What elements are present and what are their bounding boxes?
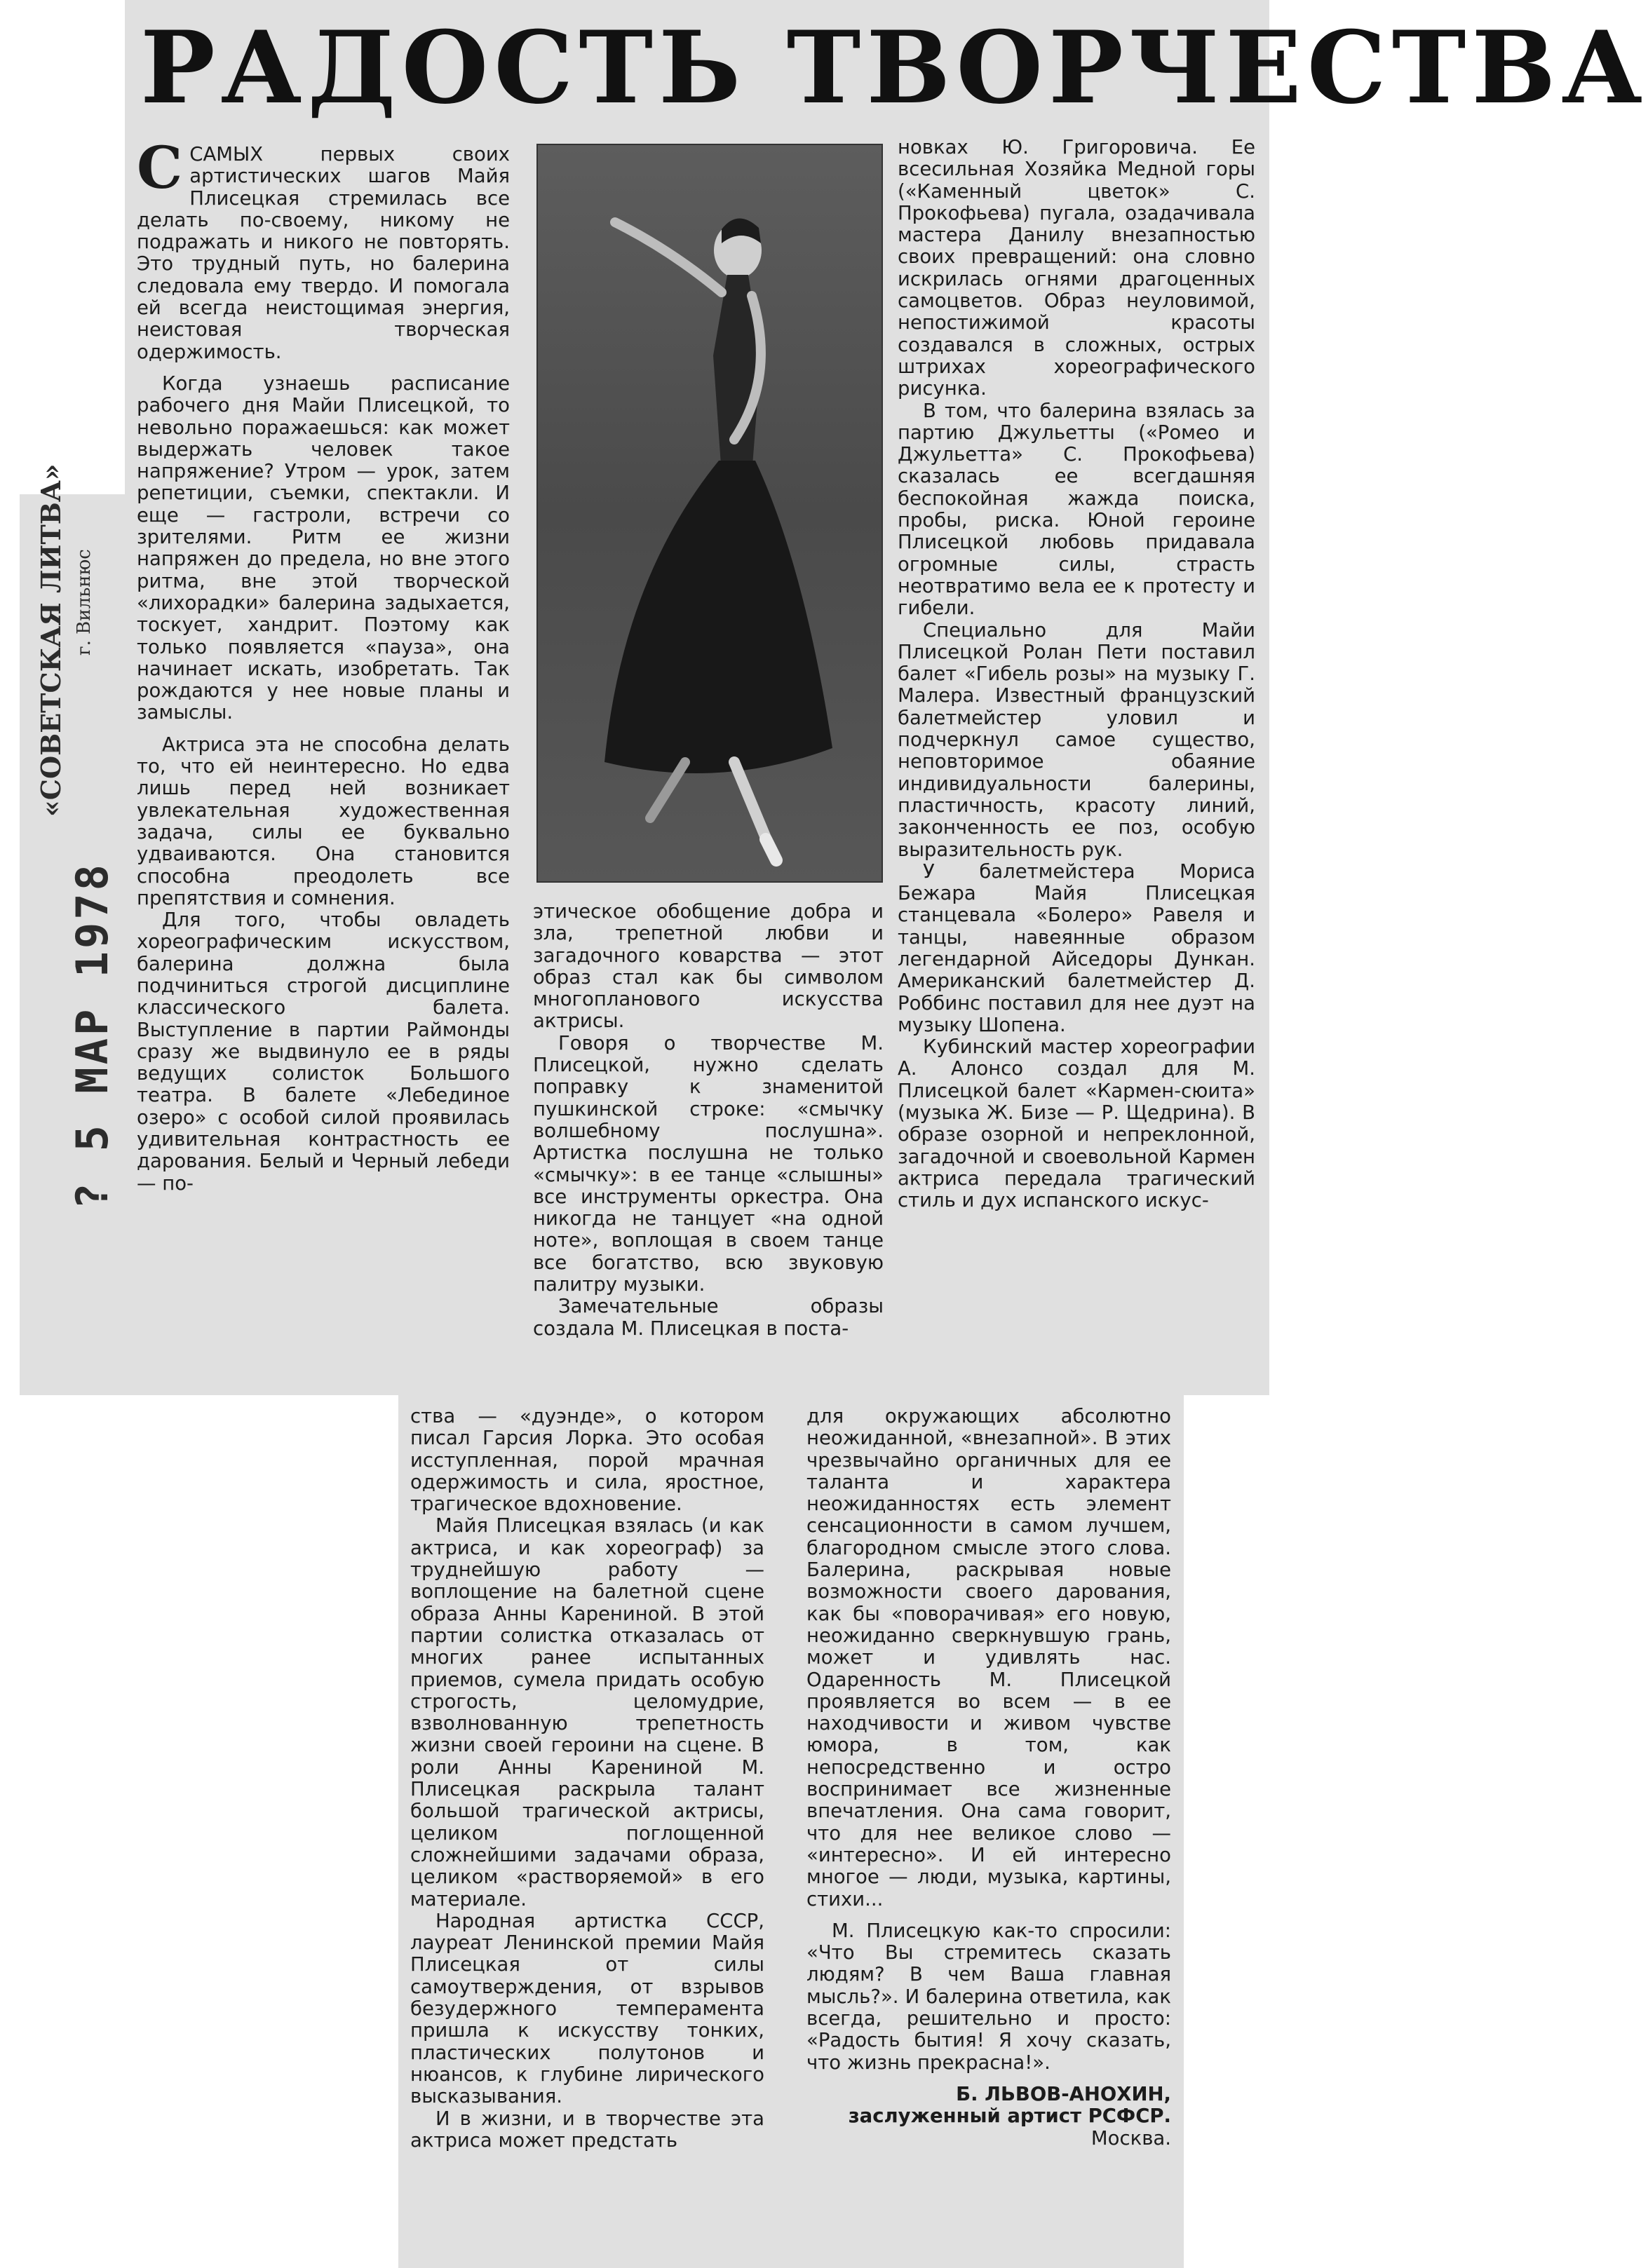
- paragraph: Когда узнаешь расписание рабочего дня Майи Плисецкой, то невольно поражаешься: как может выдержать человек такое напряжение? Утром — урок, затем репетиции, съемки, спектакли. И еще — гастроли, встречи со зрителями. Ритм ее жизни напряжен до предела, но вне этого ритма, вне этой творческой «лихорадки» балерина задыхается, тоскует, хандрит. Поэтому как только появляется «пауза», она начинает искать, изобретать. Так рождаются у нее новые планы и замыслы.: [137, 372, 510, 724]
- article-column-5: [806, 1406, 1171, 2261]
- author-city: Москва.: [1090, 2126, 1171, 2150]
- paragraph: Кубинский мастер хореографии А. Алонсо создал для М. Плисецкой балет «Кармен-сюита» (музыка Ж. Бизе — Р. Щедрина). В образе озорной и непреклонной, загадочной и своевольной Кармен актриса передала трагический стиль и дух испанского искус-: [898, 1035, 1255, 1212]
- article-column-4: [410, 1406, 764, 2261]
- ballerina-photo: [536, 144, 883, 883]
- paragraph: Народная артистка СССР, лауреат Ленинской премии Майя Плисецкая от силы самоутверждения, от взрывов безудержного темперамента пришла к искусству тонких, пластических полутонов и нюансов, к глубине лирического высказывания.: [410, 1909, 764, 2108]
- paragraph: Говоря о творчестве М. Плисецкой, нужно сделать поправку к знаменитой пушкинской строке: «смычку волшебному послушна». Артистка послушна не только «смычку»: в ее танце «слышны» все инструменты оркестра. Она никогда не танцует «на одной ноте», воплощая в своем танце все богатство, всю звуковую палитру музыки.: [533, 1031, 884, 1296]
- paragraph: [137, 135, 510, 363]
- dancer-figure-illustration: [538, 145, 882, 881]
- date-stamp: ? 5 МАР 1978: [67, 862, 118, 1209]
- paragraph: Замечательные образы создала М. Плисецкая в поста-: [533, 1295, 884, 1340]
- article-column-1: [137, 135, 510, 1388]
- newspaper-stamp: «СОВЕТСКАЯ ЛИТВА»: [35, 463, 67, 817]
- city-stamp: г. Вильнюс: [74, 549, 95, 656]
- paragraph: Актриса эта не способна делать то, что ей неинтересно. Но едва лишь перед ней возникает увлекательная художественная задача, силы ее буквально удваиваются. Она становится способна преодолеть все препятствия и сомнения.: [137, 733, 510, 909]
- paragraph: этическое обобщение добра и зла, трепетной любви и загадочного коварства — этот образ стал как бы символом многопланового искусства актрисы.: [533, 900, 884, 1033]
- paragraph: В том, что балерина взялась за партию Джульетты («Ромео и Джульетта» С. Прокофьева) сказалась ее всегдашняя беспокойная жажда поиска, пробы, риска. Юной героине Плисецкой любовь придавала огромные силы, страсть неотвратимо вела ее к протесту и гибели.: [898, 399, 1255, 620]
- paragraph: для окружающих абсолютно неожиданной, «внезапной». В этих чрезвычайно органичных для ее таланта и характера неожиданностях есть элемент сенсационности в самом лучшем, благородном смысле этого слова. Балерина, раскрывая новые возможности своего дарования, как бы «поворачивая» его новую, неожиданно сверкнувшую грань, может и удивлять нас. Одаренность М. Плисецкой проявляется во всем — в ее находчивости и живом чувстве юмора, в том, как непосредственно и остро воспринимает все жизненные впечатления. Она сама говорит, что для нее великое слово — «интересно». И ей интересно многое — люди, музыка, картины, стихи...: [806, 1405, 1171, 1910]
- paragraph: У балетмейстера Мориса Бежара Майя Плисецкая станцевала «Болеро» Равеля и танцы, навеянные образом легендарной Айседоры Дункан. Американский балетмейстер Д. Роббинс поставил для нее дуэт на музыку Шопена.: [898, 860, 1255, 1036]
- drop-cap: С: [137, 135, 183, 202]
- headline: РАДОСТЬ ТВОРЧЕСТВА: [140, 10, 1648, 126]
- paragraph: Для того, чтобы овладеть хореографическим искусством, балерина должна была подчиниться строгой дисциплине классического балета. Выступление в партии Раймонды сразу же выдвинуло ее в ряды ведущих солисток Большого театра. В балете «Лебединое озеро» с особой силой проявилась удивительная контрастность ее дарования. Белый и Черный лебеди — по-: [137, 909, 510, 1195]
- paragraph: Специально для Майи Плисецкой Ролан Пети поставил балет «Гибель розы» на музыку Г. Малера. Известный французский балетмейстер уловил и подчеркнул самое существо, неповторимое обаяние индивидуальности балерины, пластичность, красоту линий, законченность ее поз, особую выразительность рук.: [898, 618, 1255, 861]
- author-signature: Б. ЛЬВОВ-АНОХИН,: [956, 2082, 1171, 2105]
- paragraph: ства — «дуэнде», о котором писал Гарсия Лорка. Это особая исступленная, порой мрачная одержимость и сила, яростное, трагическое вдохновение.: [410, 1405, 764, 1516]
- paragraph: И в жизни, и в творчестве эта актриса может предстать: [410, 2107, 764, 2152]
- paragraph: новках Ю. Григоровича. Ее всесильная Хозяйка Медной горы («Каменный цветок» С. Прокофьева) пугала, озадачивала мастера Данилу внезапностью своих превращений: она словно искрилась огнями драгоценных самоцветов. Образ неуловимой, непостижимой красоты создавался в сложных, острых штрихах хореографического рисунка.: [898, 136, 1255, 400]
- author-title: заслуженный артист РСФСР.: [848, 2105, 1171, 2128]
- paragraph: М. Плисецкую как-то спросили: «Что Вы стремитесь сказать людям? В чем Ваша главная мысль?». И балерина ответила, как всегда, решительно и просто: «Радость бытия! Я хочу сказать, что жизнь прекрасна!».: [806, 1919, 1171, 2074]
- paragraph: Майя Плисецкая взялась (и как актриса, и как хореограф) за труднейшую работу — воплощение на балетной сцене образа Анны Карениной. В этой партии солистка отказалась от многих ранее испытанных приемов, сумела придать особую строгость, целомудрие, взволнованную трепетность жизни своей героини на сцене. В роли Анны Карениной М. Плисецкая раскрыла талант большой трагической актрисы, целиком поглощенной сложнейшими задачами образа, целиком «растворяемой» в его материале.: [410, 1514, 764, 1910]
- article-column-2: [533, 901, 884, 1388]
- paragraph-text: САМЫХ первых своих артистических шагов Майя Плисецкая стремилась все делать по-своему, никому не подражать и никого не повторять. Это трудный путь, но балерина следовала ему твердо. И помогала ей всегда неистощимая энергия, неистовая творческая одержимость.: [137, 143, 510, 363]
- article-column-3: [898, 137, 1255, 1388]
